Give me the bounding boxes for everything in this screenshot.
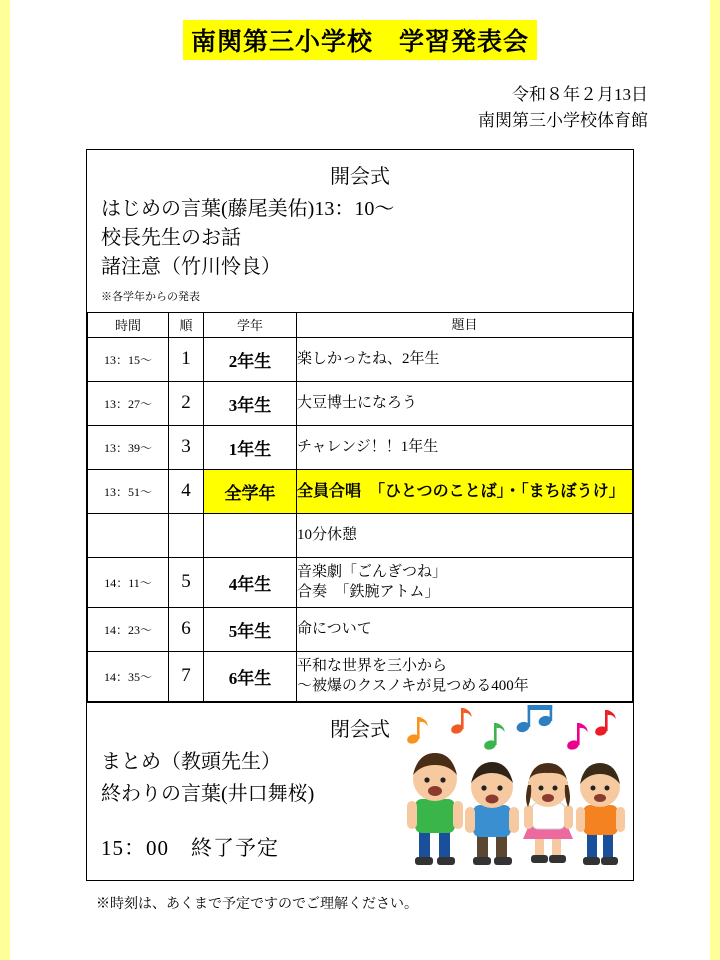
cell-time: 13：51〜	[88, 469, 169, 513]
closing-end-time: 15：00 終了予定	[101, 835, 279, 860]
cell-title-line2: 〜被爆のクスノキが見つめる400年	[297, 678, 529, 695]
page-title: 南関第三小学校 学習発表会	[183, 20, 537, 60]
cell-grade: 2年生	[204, 337, 297, 381]
cell-title: 命について	[297, 607, 633, 651]
table-header-row	[88, 312, 633, 337]
event-place: 南関第三小学校体育館	[478, 111, 648, 131]
cell-time	[88, 513, 169, 557]
cell-title: チャレンジ！！1年生	[297, 425, 633, 469]
closing-line: まとめ（教頭先生）	[101, 750, 281, 773]
cell-time: 14：35〜	[88, 651, 169, 701]
opening-line: 諸注意（竹川怜良）	[101, 255, 281, 278]
cell-title-line2: 合奏 「鉄腕アトム」	[297, 584, 440, 601]
cell-no: 5	[169, 557, 204, 607]
opening-line: 校長先生のお話	[101, 226, 241, 249]
cell-grade	[204, 513, 297, 557]
child-figure	[465, 762, 519, 865]
table-row	[88, 557, 633, 607]
footnote: ※時刻は、あくまで予定ですのでご理解ください。	[96, 896, 418, 912]
event-date: 令和８年２月13日	[512, 85, 648, 104]
cell-grade: 3年生	[204, 381, 297, 425]
cell-grade: 4年生	[204, 557, 297, 607]
cell-time: 14：11〜	[88, 557, 169, 607]
cell-time: 14：23〜	[88, 607, 169, 651]
cell-no: 7	[169, 651, 204, 701]
header-no: 順	[169, 312, 204, 337]
cell-time: 13：27〜	[88, 381, 169, 425]
opening-note: ※各学年からの発表	[101, 290, 200, 303]
cell-time: 13：39〜	[88, 425, 169, 469]
program-table	[87, 312, 633, 702]
paper-page	[10, 0, 710, 960]
cell-title: 楽しかったね、2年生	[297, 337, 633, 381]
cell-no: 3	[169, 425, 204, 469]
music-note-icon	[406, 717, 428, 745]
table-row-break	[88, 513, 633, 557]
music-note-icon	[483, 723, 505, 751]
cell-title-line1: 平和な世界を三小から	[297, 658, 448, 675]
header-time: 時間	[88, 312, 169, 337]
cell-no: 4	[169, 469, 204, 513]
table-row	[88, 381, 633, 425]
table-row-highlighted	[88, 469, 633, 513]
music-note-icon	[515, 705, 552, 734]
header-title: 題目	[297, 312, 633, 337]
cell-grade: 6年生	[204, 651, 297, 701]
cell-no: 6	[169, 607, 204, 651]
singing-children-illustration	[395, 705, 625, 885]
cell-title: 10分休憩	[297, 513, 633, 557]
opening-heading: 開会式	[330, 165, 390, 188]
closing-section	[87, 702, 633, 880]
opening-lines	[87, 195, 633, 288]
table-row	[88, 651, 633, 701]
table-row	[88, 425, 633, 469]
cell-title-multiline	[297, 651, 633, 701]
table-row	[88, 607, 633, 651]
cell-title-multiline	[297, 557, 633, 607]
title-container	[10, 20, 710, 60]
music-note-icon	[450, 708, 472, 735]
cell-title: 大豆博士になろう	[297, 381, 633, 425]
cell-title-line1: 音楽劇「ごんぎつね」	[297, 564, 448, 581]
cell-no: 1	[169, 337, 204, 381]
cell-time: 13：15〜	[88, 337, 169, 381]
child-figure	[523, 763, 573, 863]
program-frame	[86, 149, 634, 881]
opening-line: はじめの言葉(藤尾美佑)13：10〜	[101, 197, 395, 220]
event-meta	[10, 82, 710, 135]
child-figure	[576, 763, 625, 865]
child-figure	[407, 753, 463, 865]
cell-no: 2	[169, 381, 204, 425]
cell-grade: 全学年	[204, 469, 297, 513]
music-note-icon	[594, 710, 616, 737]
music-note-icon	[566, 723, 588, 751]
closing-heading: 閉会式	[330, 718, 390, 741]
cell-no	[169, 513, 204, 557]
cell-grade: 5年生	[204, 607, 297, 651]
cell-grade: 1年生	[204, 425, 297, 469]
cell-title: 全員合唱 「ひとつのことば」・「まちぼうけ」	[297, 469, 633, 513]
closing-line: 終わりの言葉(井口舞桜)	[101, 782, 315, 805]
header-grade: 学年	[204, 312, 297, 337]
table-row	[88, 337, 633, 381]
